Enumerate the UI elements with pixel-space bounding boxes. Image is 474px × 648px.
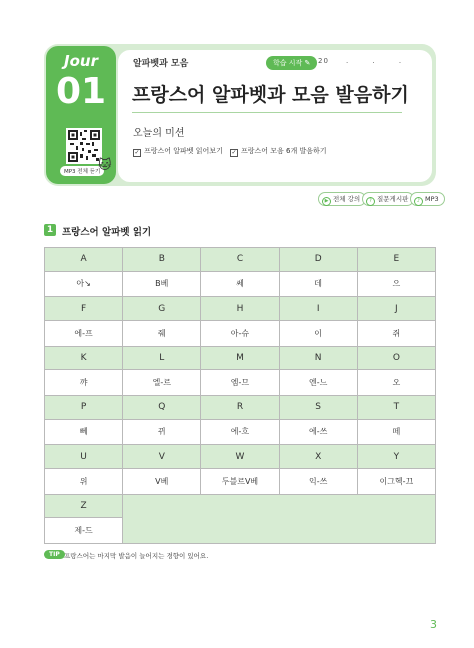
qa-board-button[interactable]: ? 질문게시판 [362, 192, 414, 206]
sound-cell: 으 [357, 271, 435, 297]
letter-cell: W [201, 445, 279, 469]
letter-cell: C [201, 248, 279, 272]
letter-cell: P [45, 395, 123, 419]
letter-cell: K [45, 346, 123, 370]
letter-cell: T [357, 395, 435, 419]
tip-text: 프랑스어는 마지막 발음이 늘어지는 경향이 있어요. [64, 552, 209, 560]
letter-cell: Y [357, 445, 435, 469]
study-date-dots: . . . [346, 57, 402, 65]
letter-row [45, 445, 436, 469]
sound-cell: 엔-느 [279, 370, 357, 396]
sound-cell: 뀌 [123, 419, 201, 445]
section-number: 1 [44, 224, 56, 236]
letter-row [45, 248, 436, 272]
sound-cell: V베 [123, 468, 201, 494]
mission-title: 오늘의 미션 [133, 128, 185, 139]
question-icon: ? [366, 197, 375, 206]
checkbox-icon: ✓ [231, 149, 237, 156]
letter-cell: V [123, 445, 201, 469]
sound-cell: 제-드 [45, 518, 123, 544]
letter-cell: I [279, 297, 357, 321]
study-start-badge: 학습 시작 ✎ [266, 56, 317, 70]
letter-cell: Q [123, 395, 201, 419]
lecture-button[interactable]: ▶ 전체 강의 [318, 192, 366, 206]
qr-label: MP3 전체 듣기 [60, 166, 104, 176]
letter-cell: L [123, 346, 201, 370]
goal-item: ✓ 프랑스어 모음 6개 발음하기 [231, 147, 327, 156]
letter-row [45, 395, 436, 419]
sound-row [45, 468, 436, 494]
qr-code[interactable] [66, 128, 102, 164]
sound-cell: 엠-므 [201, 370, 279, 396]
sound-cell: 데 [279, 271, 357, 297]
letter-cell: O [357, 346, 435, 370]
section-title: 프랑스어 알파벳 읽기 [62, 227, 152, 238]
day-number: 01 [55, 71, 107, 112]
sound-cell: 쎄 [201, 271, 279, 297]
letter-row [45, 297, 436, 321]
jour-label: Jour [64, 52, 98, 70]
letter-cell: G [123, 297, 201, 321]
letter-cell: X [279, 445, 357, 469]
sound-row [45, 419, 436, 445]
sound-row [45, 320, 436, 346]
sound-cell: 줴 [123, 320, 201, 346]
letter-cell: F [45, 297, 123, 321]
letter-cell: J [357, 297, 435, 321]
letter-cell: E [357, 248, 435, 272]
cat-icon: 🐱 [98, 158, 112, 173]
sound-cell: 이 [279, 320, 357, 346]
letter-row [45, 494, 436, 518]
mp3-button[interactable]: ♪ MP3 [410, 192, 445, 206]
page-title: 프랑스어 알파벳과 모음 발음하기 [132, 84, 409, 106]
headphone-icon: ♪ [414, 197, 423, 206]
letter-cell: H [201, 297, 279, 321]
sound-row [45, 370, 436, 396]
sound-cell: 이그헥-끄 [357, 468, 435, 494]
sound-cell: 아↘ [45, 271, 123, 297]
sound-cell: 익-쓰 [279, 468, 357, 494]
sound-cell: 떼 [357, 419, 435, 445]
sound-cell: 에-프 [45, 320, 123, 346]
letter-cell: A [45, 248, 123, 272]
letter-cell: Z [45, 494, 123, 518]
letter-cell: S [279, 395, 357, 419]
page-number: 3 [430, 618, 437, 631]
title-divider [132, 112, 402, 113]
lesson-topic: 알파벳과 모음 [133, 59, 189, 69]
video-icon: ▶ [322, 197, 331, 206]
sound-cell: 위 [45, 468, 123, 494]
letter-cell: D [279, 248, 357, 272]
sound-cell: 엘-르 [123, 370, 201, 396]
sound-cell: B베 [123, 271, 201, 297]
sound-row [45, 271, 436, 297]
letter-cell: N [279, 346, 357, 370]
letter-cell: U [45, 445, 123, 469]
sound-cell: 뻬 [45, 419, 123, 445]
checkbox-icon: ✓ [134, 149, 140, 156]
letter-row [45, 346, 436, 370]
sound-cell: 에-쓰 [279, 419, 357, 445]
letter-cell: B [123, 248, 201, 272]
letter-cell: M [201, 346, 279, 370]
study-year: 20 [318, 57, 329, 65]
sound-cell: 두블르V베 [201, 468, 279, 494]
tip-badge: TIP [44, 550, 65, 559]
sound-cell: 쥐 [357, 320, 435, 346]
alphabet-table [44, 247, 436, 544]
sound-cell: 꺄 [45, 370, 123, 396]
letter-cell: R [201, 395, 279, 419]
sound-cell: 아-슈 [201, 320, 279, 346]
sound-cell: 에-흐 [201, 419, 279, 445]
goal-item: ✓ 프랑스어 알파벳 읽어보기 [134, 147, 223, 156]
empty-area [123, 494, 436, 543]
sound-cell: 오 [357, 370, 435, 396]
